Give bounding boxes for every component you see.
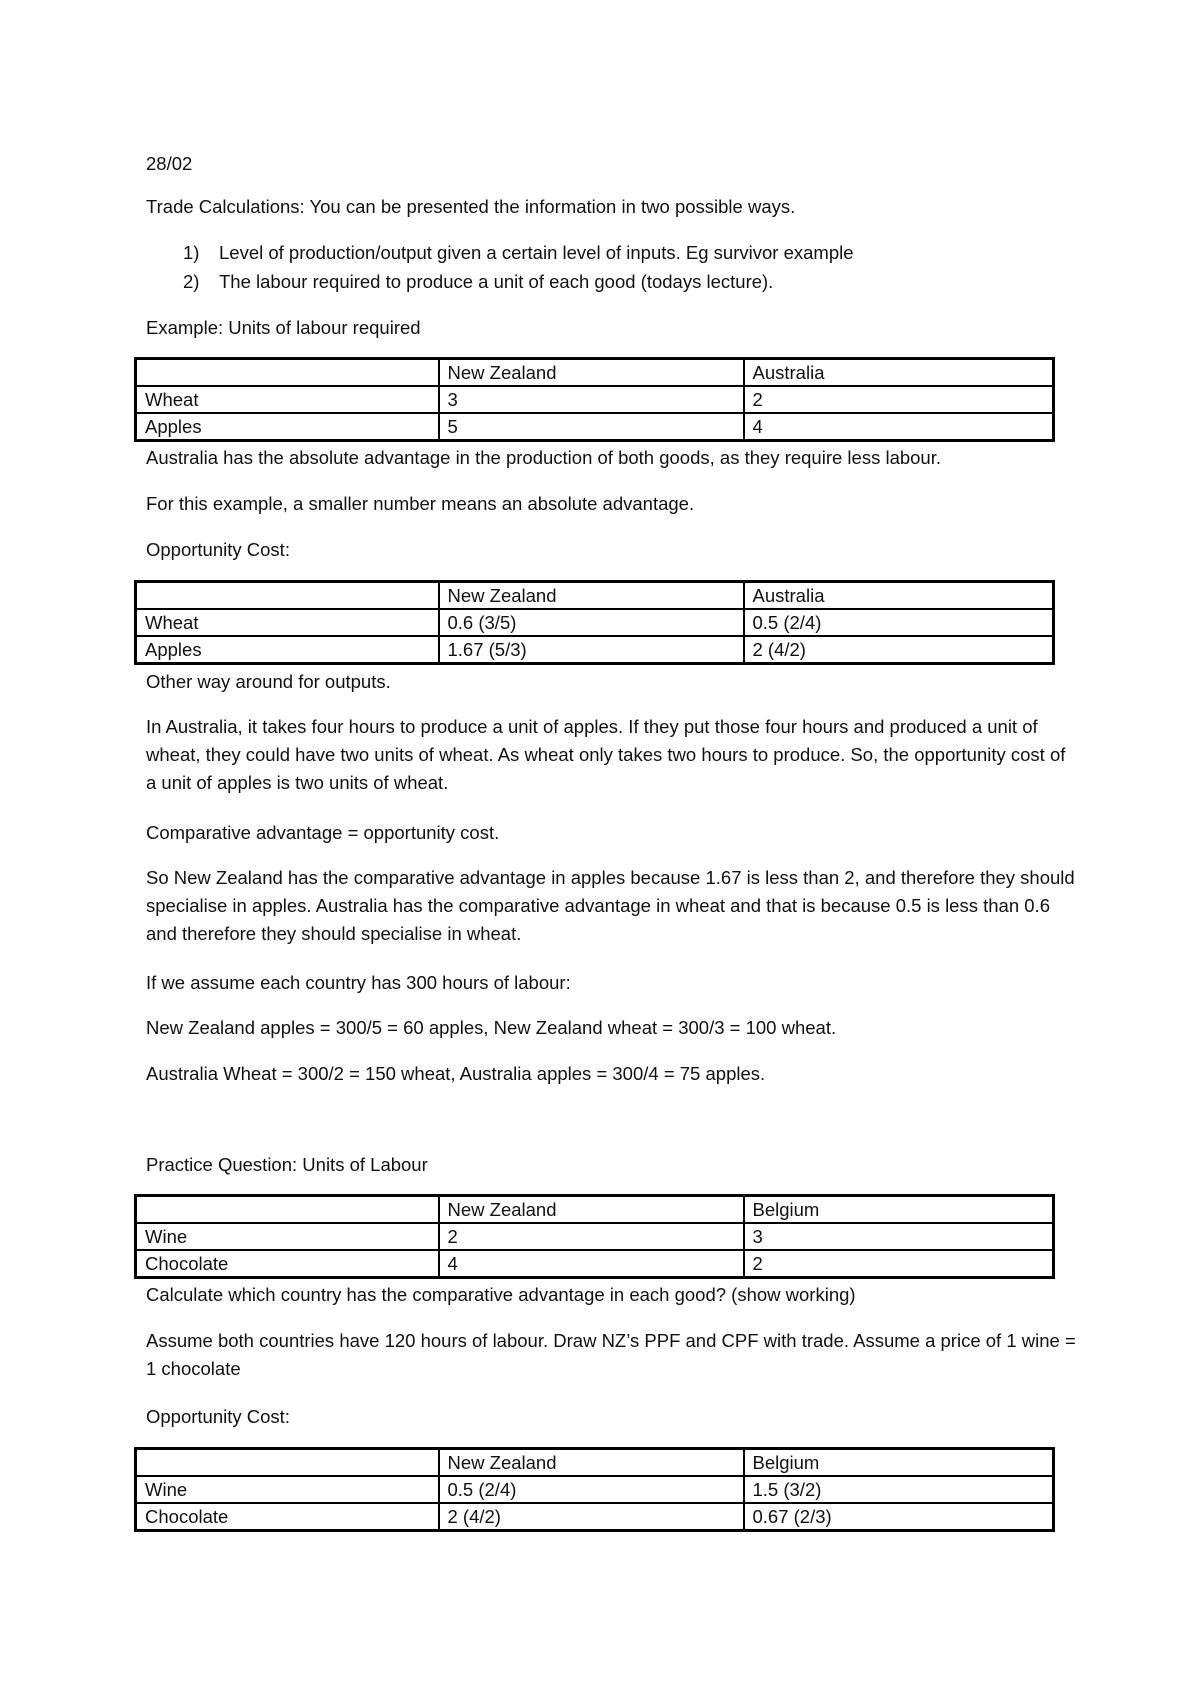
table-cell: 0.5 (2/4) — [744, 609, 1054, 636]
list-number: 1) — [183, 242, 200, 263]
table-cell: New Zealand — [439, 582, 744, 610]
table-cell — [136, 582, 439, 610]
table-cell: Australia — [744, 359, 1054, 387]
table-cell: Apples — [136, 636, 439, 664]
table-cell — [136, 1449, 439, 1477]
smaller-number-note: For this example, a smaller number means an absolute advantage. — [146, 493, 695, 514]
table-row — [136, 386, 1054, 413]
table-cell: 2 — [439, 1223, 744, 1250]
practice-question-heading: Practice Question: Units of Labour — [146, 1154, 428, 1175]
table-row — [136, 413, 1054, 441]
table-cell: Belgium — [744, 1449, 1054, 1477]
example-heading: Example: Units of labour required — [146, 317, 421, 338]
table-cell: 3 — [439, 386, 744, 413]
opportunity-cost-table-nz-australia — [134, 580, 1055, 665]
table-row — [136, 609, 1054, 636]
table-row — [136, 1223, 1054, 1250]
table-cell: 0.67 (2/3) — [744, 1503, 1054, 1531]
table-row — [136, 1250, 1054, 1278]
opportunity-cost-heading: Opportunity Cost: — [146, 1406, 290, 1427]
table-cell: Wheat — [136, 386, 439, 413]
table-cell: 1.67 (5/3) — [439, 636, 744, 664]
table-cell — [136, 1196, 439, 1224]
intro-line: Trade Calculations: You can be presented the information in two possible ways. — [146, 196, 796, 217]
assume-120-hours: Assume both countries have 120 hours of labour. Draw NZ’s PPF and CPF with trade. Assume a price of 1 wine = 1 chocolate — [146, 1330, 1076, 1379]
list-item: The labour required to produce a unit of each good (todays lecture). — [219, 271, 774, 292]
table-cell: New Zealand — [439, 359, 744, 387]
table-cell: Wine — [136, 1476, 439, 1503]
table-cell: 4 — [744, 413, 1054, 441]
list-number: 2) — [183, 271, 200, 292]
table-row — [136, 1476, 1054, 1503]
table-cell: 2 — [744, 386, 1054, 413]
table-cell: 5 — [439, 413, 744, 441]
table-cell: 4 — [439, 1250, 744, 1278]
table-cell: Apples — [136, 413, 439, 441]
assume-300-hours: If we assume each country has 300 hours of labour: — [146, 972, 571, 993]
date-line: 28/02 — [146, 153, 193, 174]
table-header-row — [136, 1449, 1054, 1477]
table-row — [136, 1503, 1054, 1531]
comparative-advantage-definition: Comparative advantage = opportunity cost. — [146, 822, 500, 843]
labour-table-nz-belgium — [134, 1194, 1055, 1279]
table-cell: Wine — [136, 1223, 439, 1250]
other-way-note: Other way around for outputs. — [146, 671, 391, 692]
table-cell: New Zealand — [439, 1449, 744, 1477]
table-cell: 1.5 (3/2) — [744, 1476, 1054, 1503]
absolute-advantage-note: Australia has the absolute advantage in the production of both goods, as they require less labour. — [146, 447, 942, 468]
table-header-row — [136, 1196, 1054, 1224]
table-cell: 0.5 (2/4) — [439, 1476, 744, 1503]
new-zealand-calculation: New Zealand apples = 300/5 = 60 apples, New Zealand wheat = 300/3 = 100 wheat. — [146, 1017, 837, 1038]
labour-table-nz-australia — [134, 357, 1055, 442]
table-cell: Wheat — [136, 609, 439, 636]
table-header-row — [136, 582, 1054, 610]
opportunity-cost-heading: Opportunity Cost: — [146, 539, 290, 560]
list-item: Level of production/output given a certain level of inputs. Eg survivor example — [219, 242, 854, 263]
table-header-row — [136, 359, 1054, 387]
table-cell: Belgium — [744, 1196, 1054, 1224]
opportunity-cost-table-nz-belgium — [134, 1447, 1055, 1532]
australia-paragraph: In Australia, it takes four hours to produce a unit of apples. If they put those four hours and produced a unit of wheat, they could have two units of wheat. As wheat only takes two hours to produce. So, the opportunity cost of a unit of apples is two units of wheat. — [146, 716, 1066, 793]
table-cell: 2 (4/2) — [744, 636, 1054, 664]
new-zealand-paragraph: So New Zealand has the comparative advantage in apples because 1.67 is less than 2, and therefore they should specialise in apples. Australia has the comparative advantage in wheat and that is because 0.5 is less than 0.6 and therefore they should specialise in wheat. — [146, 867, 1075, 944]
table-cell: 2 (4/2) — [439, 1503, 744, 1531]
table-cell: Chocolate — [136, 1503, 439, 1531]
table-cell: Australia — [744, 582, 1054, 610]
table-cell: 2 — [744, 1250, 1054, 1278]
table-cell: 0.6 (3/5) — [439, 609, 744, 636]
calculate-question: Calculate which country has the comparative advantage in each good? (show working) — [146, 1284, 856, 1305]
australia-calculation: Australia Wheat = 300/2 = 150 wheat, Australia apples = 300/4 = 75 apples. — [146, 1063, 766, 1084]
table-cell: Chocolate — [136, 1250, 439, 1278]
table-row — [136, 636, 1054, 664]
table-cell: New Zealand — [439, 1196, 744, 1224]
table-cell — [136, 359, 439, 387]
table-cell: 3 — [744, 1223, 1054, 1250]
